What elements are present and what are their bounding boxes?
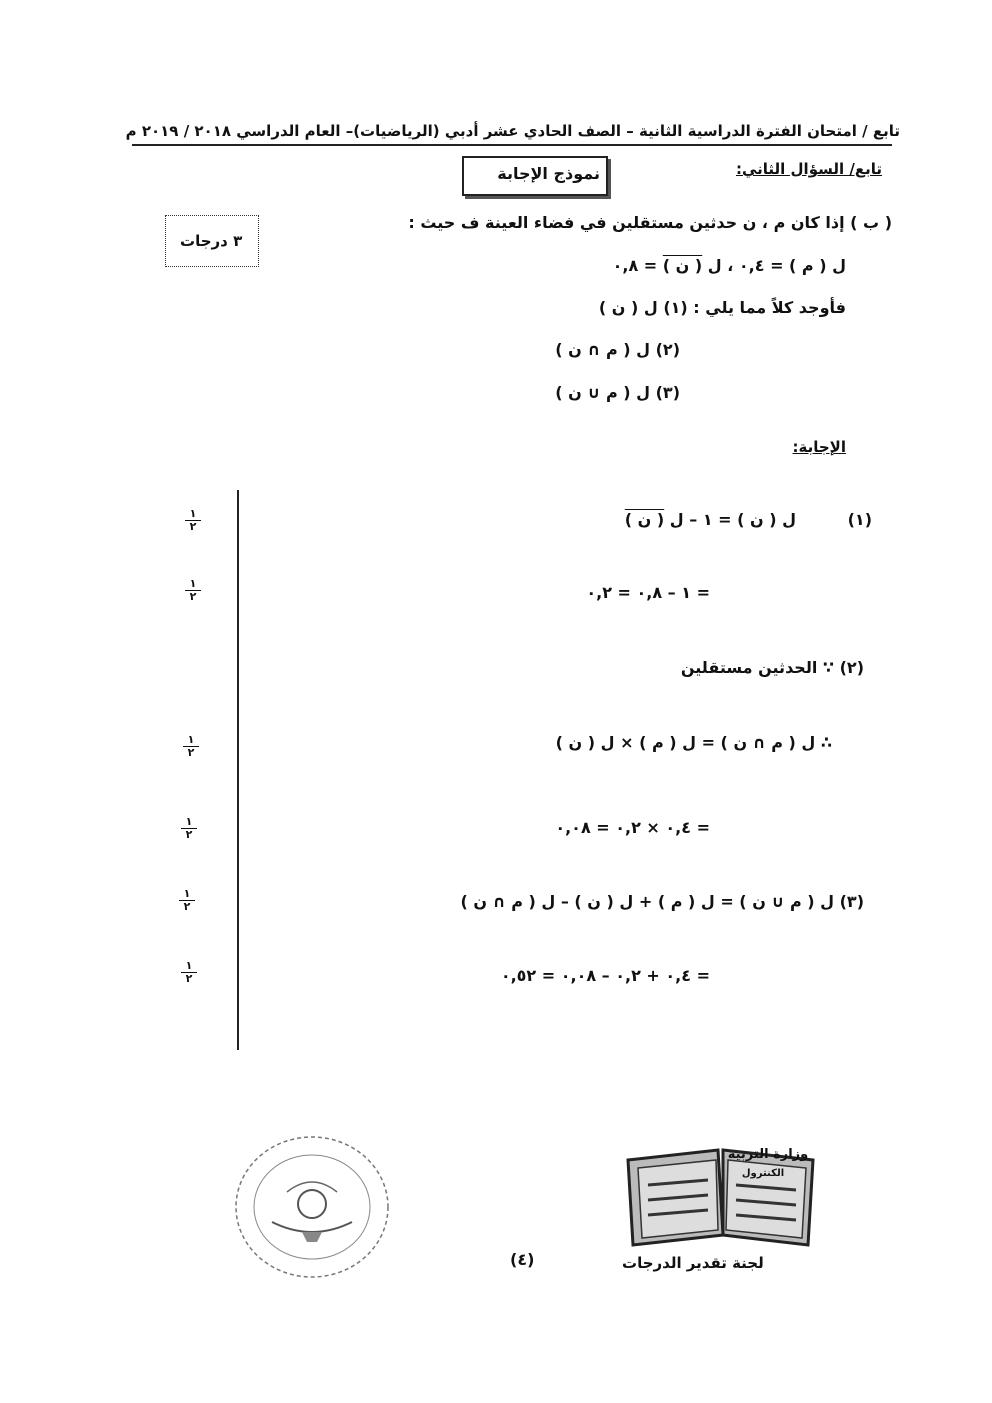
answer-1-part1: ل ( ن ) = ١ – ل bbox=[669, 510, 796, 529]
half-mark: ١ ٢ bbox=[181, 960, 197, 985]
page-number: (٤) bbox=[510, 1250, 535, 1269]
answer-2-line-3: = ٠,٤ × ٠,٢ = ٠,٠٨ bbox=[555, 818, 710, 837]
given-complement: ( ن ) bbox=[662, 256, 703, 275]
stamp-ministry-text: وزارة التربية bbox=[727, 1147, 809, 1162]
half-mark: ١ ٢ bbox=[185, 508, 201, 533]
committee-label: لجنة تقدير الدرجات bbox=[622, 1254, 764, 1272]
page-header: تابع / امتحان الفترة الدراسية الثانية – الصف الحادي عشر أدبي (الرياضيات)– العام الدراسي ٢٠١٨ / ٢٠١٩ م bbox=[125, 122, 900, 140]
answer-1-number: (١) bbox=[847, 510, 872, 529]
answer-1-complement: ( ن ) bbox=[624, 510, 665, 529]
half-mark: ١ ٢ bbox=[179, 888, 195, 913]
question-intro: ( ب ) إذا كان م ، ن حدثين مستقلين في فضاء العينة ف حيث : bbox=[408, 213, 892, 232]
answer-2-line-2: ∴ ل ( م ∩ ن ) = ل ( م ) × ل ( ن ) bbox=[555, 733, 832, 752]
question-item-3: (٣) ل ( م ∪ ن ) bbox=[555, 383, 680, 402]
stamp-control-text: الكنترول bbox=[741, 1168, 785, 1179]
answer-model-label: نموذج الإجابة bbox=[497, 164, 600, 183]
half-mark: ١ ٢ bbox=[185, 578, 201, 603]
answer-3-line-1: (٣) ل ( م ∪ ن ) = ل ( م ) + ل ( ن ) – ل ( م ∩ ن ) bbox=[460, 892, 864, 911]
answer-label: الإجابة: bbox=[792, 438, 846, 456]
question-find: فأوجد كلاً مما يلي : (١) ل ( ن ) bbox=[598, 298, 846, 317]
half-mark: ١ ٢ bbox=[183, 734, 199, 759]
answer-1-line-1 bbox=[625, 510, 796, 529]
half-mark: ١ ٢ bbox=[181, 816, 197, 841]
answer-3-line-2: = ٠,٤ + ٠,٢ – ٠,٠٨ = ٠,٥٢ bbox=[500, 966, 710, 985]
answer-1-line-2: = ١ – ٠,٨ = ٠,٢ bbox=[586, 583, 710, 602]
marks-column-divider bbox=[237, 490, 239, 1050]
header-divider bbox=[132, 144, 892, 146]
question-given bbox=[613, 256, 846, 275]
answer-2-line-1: (٢) ∵ الحدثين مستقلين bbox=[680, 658, 864, 677]
followup-label: تابع/ السؤال الثاني: bbox=[735, 160, 882, 178]
given-part1: ل ( م ) = ٠,٤ ، ل bbox=[707, 256, 846, 275]
given-part2: = ٠,٨ bbox=[612, 256, 658, 275]
school-seal-stamp bbox=[232, 1132, 392, 1282]
question-item-2: (٢) ل ( م ∩ ن ) bbox=[555, 340, 680, 359]
marks-label: ٣ درجات bbox=[180, 232, 243, 250]
